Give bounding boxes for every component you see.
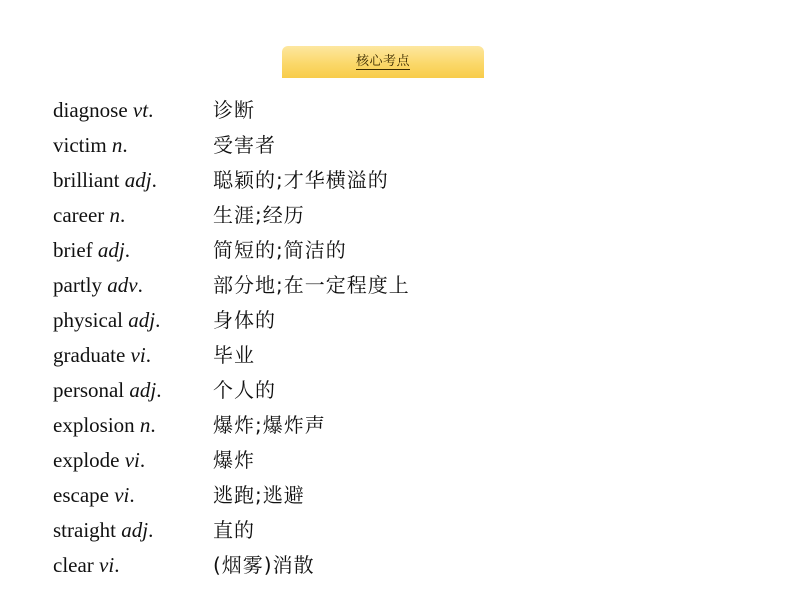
vocab-part-of-speech: adj [129,378,157,402]
vocab-headword: explosion [53,413,135,437]
vocab-meaning: 爆炸 [213,448,255,472]
vocab-headword: career [53,203,105,227]
section-badge-label: 核心考点 [355,54,410,69]
vocab-headword: physical [53,308,123,332]
vocab-word: brief adj. [53,238,130,262]
vocab-meaning: (烟雾)消散 [213,553,315,577]
vocab-part-of-speech: vi [99,553,115,577]
vocab-meaning: 爆炸;爆炸声 [213,413,326,437]
section-badge [282,46,484,78]
vocab-headword: graduate [53,343,126,367]
vocab-word: explosion n. [53,413,156,437]
vocab-part-of-speech: adj [121,518,149,542]
vocab-part-of-speech: adj [128,308,156,332]
vocab-meaning: 生涯;经历 [213,203,305,227]
vocab-meaning: 毕业 [213,343,255,367]
vocab-part-of-speech: n [111,133,123,157]
vocab-headword: diagnose [53,98,128,122]
vocab-word: partly adv. [53,273,143,297]
vocab-headword: straight [53,518,116,542]
vocab-part-of-speech: n [109,203,121,227]
vocab-meaning: 直的 [213,518,255,542]
vocab-part-of-speech: vi [130,343,146,367]
vocab-word: brilliant adj. [53,168,157,192]
vocab-headword: explode [53,448,120,472]
vocab-headword: clear [53,553,94,577]
vocab-headword: partly [53,273,102,297]
vocab-headword: brief [53,238,93,262]
vocab-word: straight adj. [53,518,154,542]
vocab-word: personal adj. [53,378,162,402]
vocab-headword: escape [53,483,109,507]
vocab-meaning: 简短的;简洁的 [213,238,347,262]
vocab-part-of-speech: adv [107,273,138,297]
vocab-part-of-speech: vi [114,483,130,507]
vocab-part-of-speech: adj [97,238,125,262]
vocab-part-of-speech: adj [124,168,152,192]
vocab-meaning: 逃跑;逃避 [213,483,305,507]
vocab-headword: brilliant [53,168,120,192]
vocab-headword: victim [53,133,107,157]
vocab-word: career n. [53,203,126,227]
vocab-word: clear vi. [53,553,120,577]
vocab-meaning: 受害者 [213,133,276,157]
vocab-meaning: 诊断 [213,98,255,122]
vocab-meaning: 个人的 [213,378,276,402]
vocab-headword: personal [53,378,125,402]
vocab-meaning: 聪颖的;才华横溢的 [213,168,389,192]
vocab-word: graduate vi. [53,343,151,367]
vocab-part-of-speech: vi [124,448,140,472]
vocab-word: escape vi. [53,483,135,507]
vocab-word: diagnose vt. [53,98,154,122]
vocab-word: explode vi. [53,448,146,472]
vocab-meaning: 部分地;在一定程度上 [213,273,410,297]
vocab-meaning: 身体的 [213,308,276,332]
vocab-part-of-speech: vt [132,98,149,122]
vocab-word: physical adj. [53,308,161,332]
vocab-part-of-speech: n [139,413,151,437]
vocab-word: victim n. [53,133,128,157]
